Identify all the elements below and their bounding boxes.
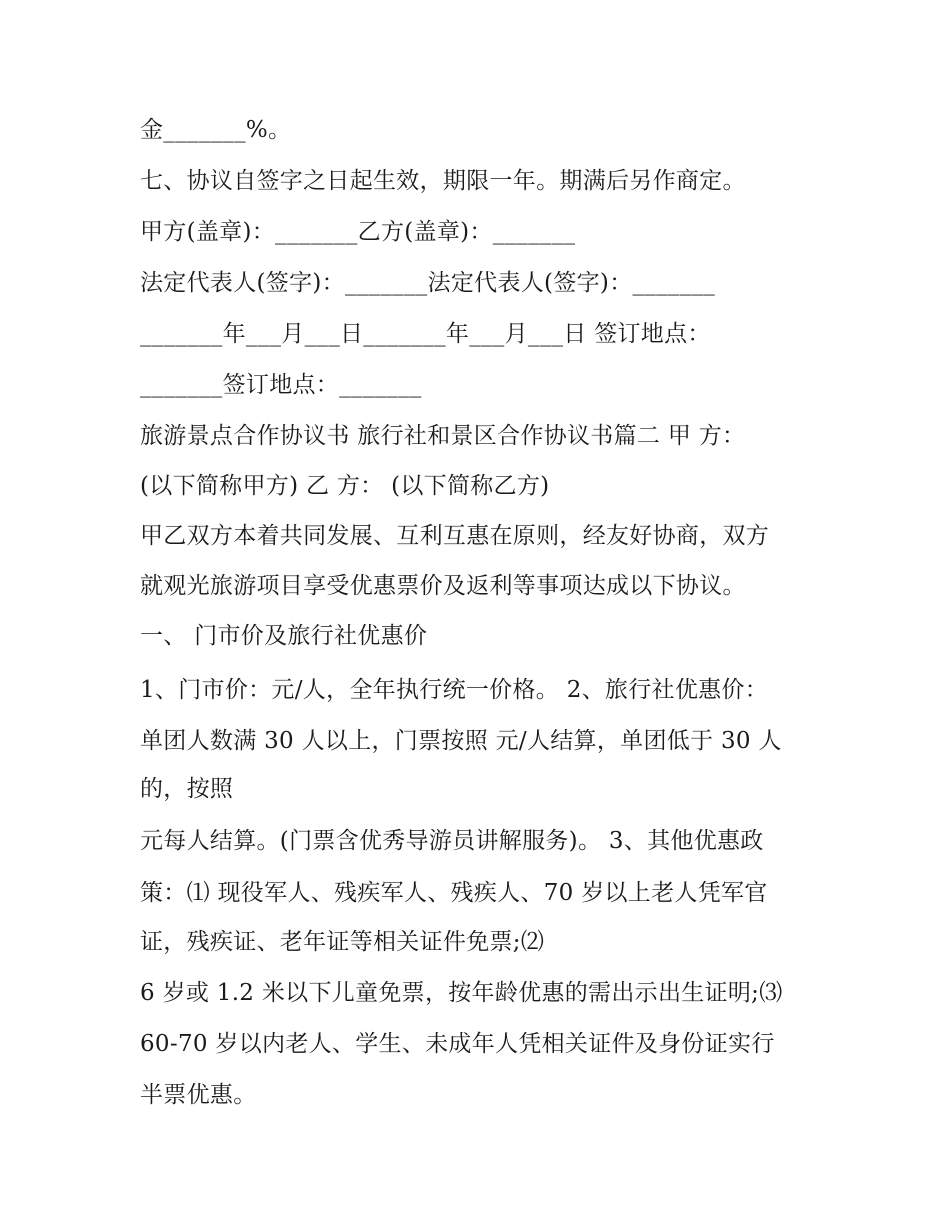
- text-line: 单团人数满 30 人以上，门票按照 元/人结算，单团低于 30 人: [140, 728, 782, 754]
- text-line: 金_______%。: [140, 117, 292, 143]
- text-line: 就观光旅游项目享受优惠票价及返利等事项达成以下协议。: [140, 573, 746, 599]
- text-line: 证，残疾证、老年证等相关证件免票;⑵: [140, 929, 545, 955]
- text-line: 法定代表人(签字)：_______法定代表人(签字)：_______: [140, 270, 716, 296]
- text-line: 60-70 岁以内老人、学生、未成年人凭相关证件及身份证实行: [140, 1031, 775, 1057]
- text-line: 甲方(盖章)：_______乙方(盖章)：_______: [140, 219, 576, 245]
- text-line: 甲乙双方本着共同发展、互利互惠在原则，经友好协商，双方: [140, 523, 770, 549]
- text-line: 策：⑴ 现役军人、残疾军人、残疾人、70 岁以上老人凭军官: [140, 880, 768, 906]
- text-line: 旅游景点合作协议书 旅行社和景区合作协议书篇二 甲 方：: [140, 423, 746, 449]
- text-line: 1、门市价：元/人，全年执行统一价格。 2、旅行社优惠价：: [140, 677, 769, 703]
- text-line: 半票优惠。: [140, 1082, 257, 1108]
- text-line: (以下简称甲方) 乙 方： (以下简称乙方): [140, 473, 550, 499]
- text-line: _______签订地点：_______: [140, 372, 422, 398]
- text-line: _______年___月___日_______年___月___日 签订地点：: [140, 321, 711, 347]
- text-line: 元每人结算。(门票含优秀导游员讲解服务)。 3、其他优惠政: [140, 828, 764, 854]
- text-line: 的，按照: [140, 776, 234, 802]
- text-line: 6 岁或 1.2 米以下儿童免票，按年龄优惠的需出示出生证明;⑶: [140, 980, 783, 1006]
- text-line: 七、协议自签字之日起生效，期限一年。期满后另作商定。: [140, 168, 746, 194]
- section-heading: 一、 门市价及旅行社优惠价: [140, 623, 428, 649]
